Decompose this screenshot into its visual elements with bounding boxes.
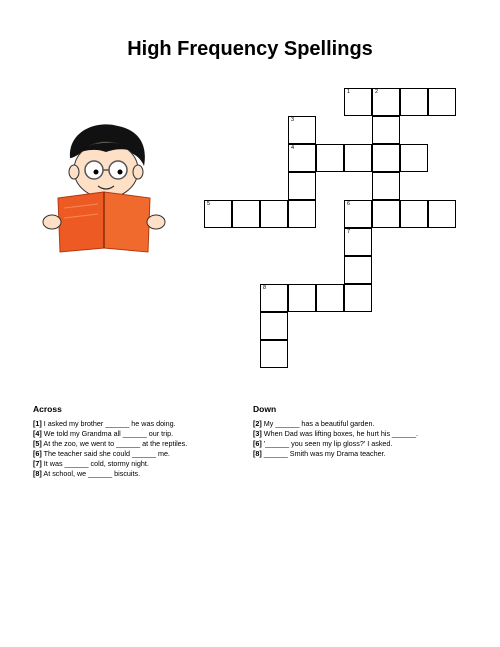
grid-cell[interactable] [344,228,372,256]
grid-cell[interactable] [288,172,316,200]
grid-cell[interactable] [344,284,372,312]
cell-number: 6 [347,201,351,207]
clue-text: At school, we ______ biscuits. [43,469,141,478]
grid-cell[interactable] [344,200,372,228]
grid-cell[interactable] [260,340,288,368]
clue-number: [5] [33,439,42,448]
grid-cell[interactable] [316,284,344,312]
down-clue [253,429,418,439]
page-title: High Frequency Spellings [127,38,373,60]
grid-cell[interactable] [344,256,372,284]
down-clue [253,449,418,459]
boy-reading-book-icon [40,118,170,258]
clue-number: [7] [33,459,42,468]
across-clue [33,469,187,479]
cell-number: 3 [291,117,295,123]
down-clue [253,439,418,449]
grid-cell[interactable] [260,200,288,228]
grid-cell[interactable] [316,144,344,172]
across-clue [33,429,187,439]
clue-number: [2] [253,419,262,428]
cell-number: 8 [263,285,267,291]
clue-number: [8] [33,469,42,478]
grid-cell[interactable] [232,200,260,228]
clue-text: The teacher said she could ______ me. [43,449,170,458]
clue-text: We told my Grandma all ______ our trip. [43,429,174,438]
book-right [104,192,150,252]
down-heading: Down [253,404,277,414]
across-clues [33,404,187,479]
grid-cell[interactable] [428,200,456,228]
grid-cell[interactable] [260,284,288,312]
clue-number: [6] [33,449,42,458]
grid-cell[interactable] [372,200,400,228]
clue-number: [3] [253,429,262,438]
right-hand [147,215,165,229]
grid-cell[interactable] [400,200,428,228]
clue-text: I asked my brother ______ he was doing. [43,419,176,428]
grid-cell[interactable] [204,200,232,228]
down-clues [253,404,418,459]
grid-cell[interactable] [400,88,428,116]
book-left [58,192,104,252]
cell-number: 1 [347,89,351,95]
grid-cell[interactable] [344,144,372,172]
cell-number: 7 [347,229,351,235]
clue-text: My ______ has a beautiful garden. [263,419,375,428]
cell-number: 4 [291,145,295,151]
grid-cell[interactable] [288,200,316,228]
across-heading: Across [33,404,62,414]
clue-text: '______ you seen my lip gloss?' I asked. [263,439,393,448]
clue-text: ______ Smith was my Drama teacher. [263,449,386,458]
grid-cell[interactable] [288,116,316,144]
cell-number: 5 [207,201,211,207]
grid-cell[interactable] [288,284,316,312]
grid-cell[interactable] [260,312,288,340]
grid-cell[interactable] [372,88,400,116]
left-hand [43,215,61,229]
grid-cell[interactable] [344,88,372,116]
grid-cell[interactable] [400,144,428,172]
grid-cell[interactable] [428,88,456,116]
down-clue [253,419,418,429]
grid-cell[interactable] [288,144,316,172]
clue-number: [1] [33,419,42,428]
clue-number: [4] [33,429,42,438]
across-clue [33,449,187,459]
grid-cell[interactable] [372,172,400,200]
clue-number: [6] [253,439,262,448]
across-clue [33,439,187,449]
grid-cell[interactable] [372,116,400,144]
clue-text: It was ______ cold, stormy night. [43,459,149,468]
across-clue [33,459,187,469]
glasses-left [85,161,103,179]
across-clue [33,419,187,429]
clue-number: [8] [253,449,262,458]
clue-text: At the zoo, we went to ______ at the reptiles. [43,439,188,448]
cell-number: 2 [375,89,379,95]
grid-cell[interactable] [372,144,400,172]
glasses-right [109,161,127,179]
clue-text: When Dad was lifting boxes, he hurt his ______. [263,429,419,438]
